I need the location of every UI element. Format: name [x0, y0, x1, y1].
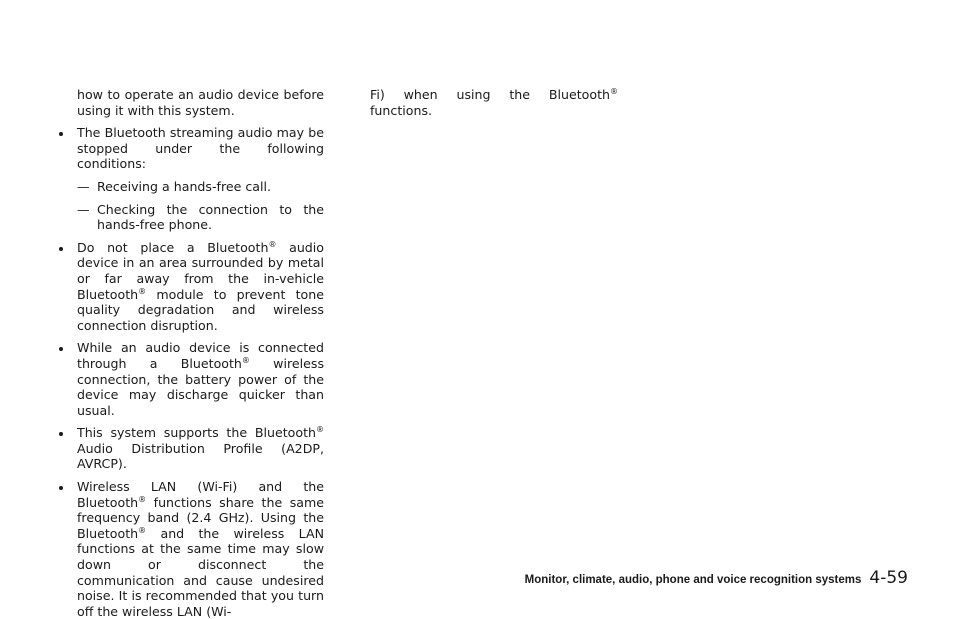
bullet-text: The Bluetooth streaming audio may be stopped under the following conditions: — [77, 125, 324, 172]
sub-item-text: Receiving a hands-free call. — [97, 178, 272, 194]
bullet-text: While an audio device is connected through a Bluetooth — [77, 340, 324, 371]
registered-mark: ® — [138, 286, 147, 296]
sub-item-text: Checking the connection to the hands-free phone. — [97, 201, 324, 233]
bullet-streaming-stopped — [57, 125, 324, 172]
section-title: Monitor, climate, audio, phone and voice recognition systems — [524, 574, 862, 586]
dash-mark: — — [77, 178, 90, 194]
bullet-placement-warning — [57, 240, 324, 334]
registered-mark: ® — [138, 525, 147, 535]
page-number: 4-59 — [869, 568, 908, 588]
bullet-text: functions share the same frequency band (2.4 GHz). Using the Bluetooth — [77, 494, 324, 541]
bullet-text: Wireless LAN (Wi-Fi) and the Bluetooth — [77, 479, 324, 510]
bullet-text: audio device in an area surrounded by metal or far away from the in-vehicle Bluetooth — [77, 239, 325, 302]
bullet-text: Do not place a Bluetooth — [77, 239, 269, 255]
dash-mark: — — [77, 201, 90, 217]
bullet-a2dp-support — [57, 425, 324, 472]
right-column — [370, 87, 618, 118]
continuation-text: Fi) when using the Bluetooth — [370, 87, 610, 102]
bullet-text: module to prevent tone quality degradation and wireless connection disruption. — [77, 286, 324, 333]
bullet-text: Audio Distribution Profile (A2DP, AVRCP). — [77, 440, 324, 472]
registered-mark: ® — [610, 87, 618, 96]
sub-item-hands-free-call — [57, 179, 324, 195]
continuation-paragraph — [370, 87, 618, 118]
bullet-text: and the wireless LAN functions at the same time may slow down or disconnect the communication and cause undesired noise. It is recommended that you turn off the wireless LAN (Wi- — [77, 525, 324, 619]
left-column — [57, 87, 324, 619]
registered-mark: ® — [316, 425, 324, 435]
bullet-wifi-interference — [57, 479, 324, 619]
sub-item-checking-connection — [57, 202, 324, 233]
registered-mark: ® — [268, 239, 277, 249]
page-footer — [525, 568, 908, 588]
registered-mark: ® — [241, 355, 250, 365]
continuation-text: functions. — [370, 102, 433, 118]
registered-mark: ® — [138, 494, 147, 504]
intro-paragraph: how to operate an audio device before using it with this system. — [77, 87, 324, 118]
bullet-text: This system supports the Bluetooth — [77, 425, 316, 441]
bullet-text: wireless connection, the battery power of the device may discharge quicker than usual. — [77, 355, 325, 418]
bullet-battery-drain — [57, 340, 324, 418]
